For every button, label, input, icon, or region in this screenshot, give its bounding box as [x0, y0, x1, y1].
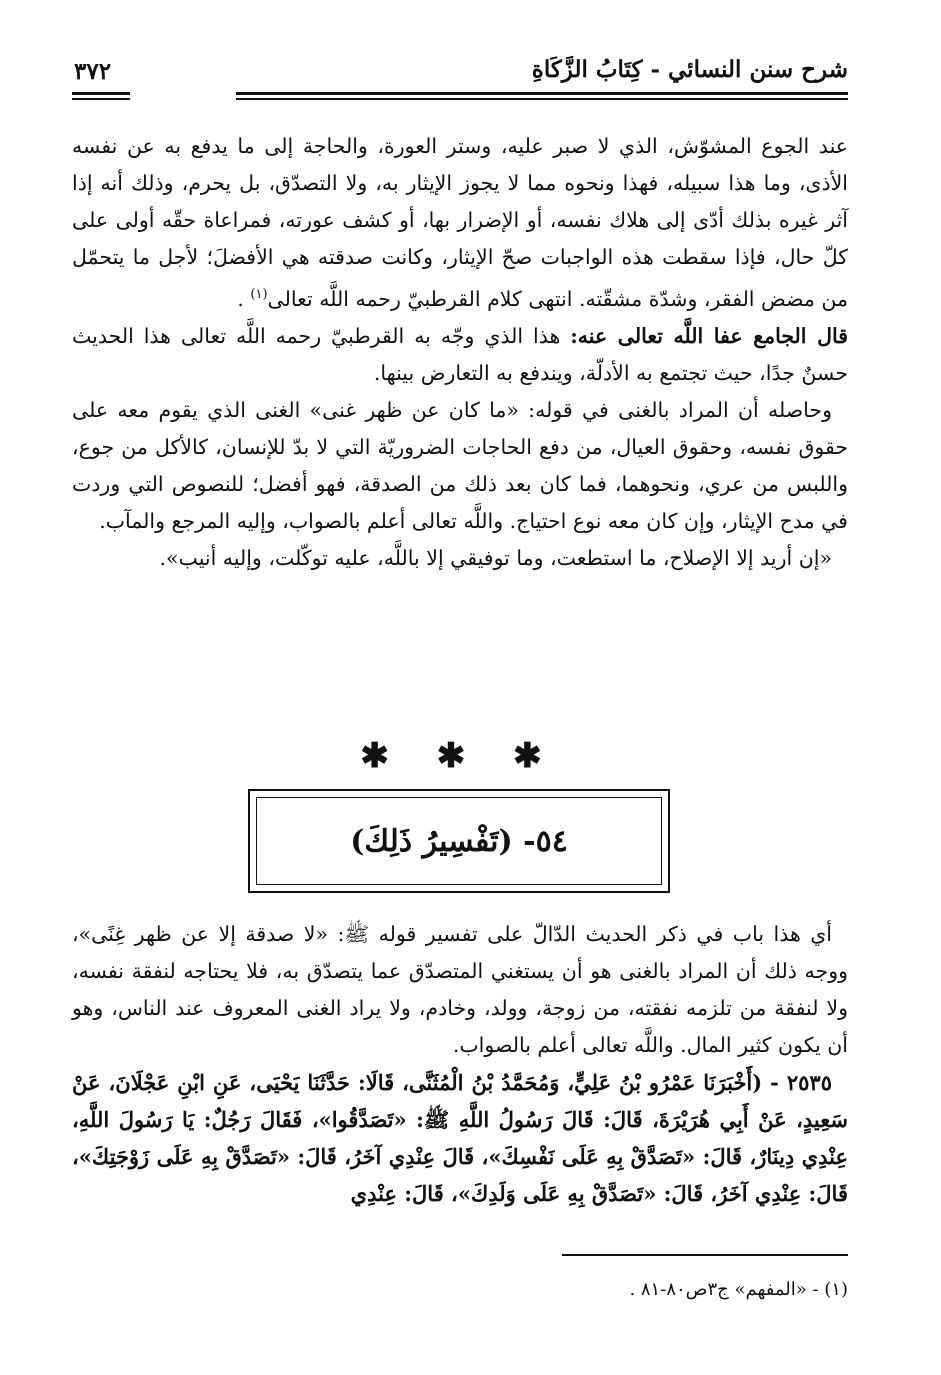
footnote-separator [562, 1254, 848, 1256]
paragraph: «إن أريد إلا الإصلاح، ما استطعت، وما توفيقي إلا باللَّه، عليه توكّلت، وإليه أنيب». [159, 545, 832, 570]
header-rule [236, 92, 848, 95]
paragraph: وحاصله أن المراد بالغنى في قوله: «ما كان عن ظهر غنى» الغنى الذي يقوم معه على حقوق نفسه، وحقوق العيال، من دفع الحاجات الضروريّة التي لا بدّ للإنسان، كالأكل من جوع، واللبس من عري، ونحوهما، فما كان بعد ذلك من الصدقة، فهو أفضل؛ للنصوص التي وردت في مدح الإيثار، وإن كان معه نوع احتياج. واللَّه تعالى أعلم بالصواب، وإليه المرجع والمآب. [72, 397, 848, 533]
paragraph: قال الجامع عفا اللَّه تعالى عنه: هذا الذي وجّه به القرطبيّ رحمه اللَّه تعالى هذا الحديث حسنٌ جدًا، حيث تجتمع به الأدلّة، ويندفع به التعارض بينها. [72, 323, 849, 385]
chapter-heading-box [248, 789, 670, 893]
page-number: ٣٧٢ [74, 58, 112, 85]
header-title: شرح سنن النسائي - كِتَابُ الزَّكَاةِ [531, 56, 848, 83]
author-note-label: قال الجامع عفا اللَّه تعالى عنه: [570, 323, 849, 348]
section-chapter-text [72, 916, 848, 1212]
hadith-text: ٢٥٣٥ - (أَخْبَرَنَا عَمْرُو بْنُ عَلِيٍّ، وَمُحَمَّدُ بْنُ الْمُثَنَّى، قَالَا: حَدَّثَنَا يَحْيَى، عَنِ ابْنِ عَجْلَانَ، عَنْ سَعِيدٍ، عَنْ أَبِي هُرَيْرَةَ، قَالَ: قَالَ رَسُولُ اللَّهِ ﷺ: «تَصَدَّقُوا»، فَقَالَ رَجُلٌ: يَا رَسُولَ اللَّهِ، عِنْدِي دِينَارٌ، قَالَ: «تَصَدَّقْ بِهِ عَلَى نَفْسِكَ»، قَالَ عِنْدِي آخَرُ، قَالَ: «تَصَدَّقْ بِهِ عَلَى زَوْجَتِكَ»، قَالَ: عِنْدِي آخَرُ، قَالَ: «تَصَدَّقْ بِهِ عَلَى وَلَدِكَ»، قَالَ: عِنْدِي [72, 1070, 848, 1206]
section-commentary [72, 128, 848, 577]
chapter-title: ٥٤- (تَفْسِيرُ ذَلِكَ) [256, 797, 662, 885]
paragraph: أي هذا باب في ذكر الحديث الدّالّ على تفسير قوله ﷺ: «لا صدقة إلا عن ظهر غِنًى»، ووجه ذلك أن المراد بالغنى هو أن يستغني المتصدّق عما يتصدّق به، فلا يحتاجه لنفقة نفسه، ولا لنفقة من تلزمه نفقته، من زوجة، وولد، وخادم، ولا يراد الغنى المعروف عند الناس، وهو أن يكون كثير المال. واللَّه تعالى أعلم بالصواب. [72, 922, 848, 1057]
section-divider: ✱ ✱ ✱ [360, 736, 560, 776]
running-header [72, 52, 848, 96]
footnote-ref: (١) [250, 287, 268, 302]
paragraph: عند الجوع المشوّش، الذي لا صبر عليه، وستر العورة، والحاجة إلى ما يدفع به عن نفسه الأذى، وما هذا سبيله، فهذا ونحوه مما لا يجوز الإيثار به، ولا التصدّق، بل يحرم، وذلك أنه إذا آثر غيره بذلك أدّى إلى هلاك نفسه، أو الإضرار بها، أو كشف عورته، فمراعاة حقّه أولى على كلّ حال، فإذا سقطت هذه الواجبات صحّ الإيثار، وكانت صدقته هي الأفضلَ؛ لأجل ما يتحمّل من مضض الفقر، وشدّة مشقّته. انتهى كلام القرطبيّ رحمه اللَّه تعالى$^{(١)}$ . [72, 134, 848, 311]
header-rule-short-secondary [72, 98, 130, 100]
document-page [72, 0, 848, 1375]
header-rule-short [72, 92, 130, 95]
footnote: (١) - «المفهم» ج٣ص٨٠-٨١ . [629, 1279, 848, 1300]
header-rule-secondary [236, 98, 848, 100]
